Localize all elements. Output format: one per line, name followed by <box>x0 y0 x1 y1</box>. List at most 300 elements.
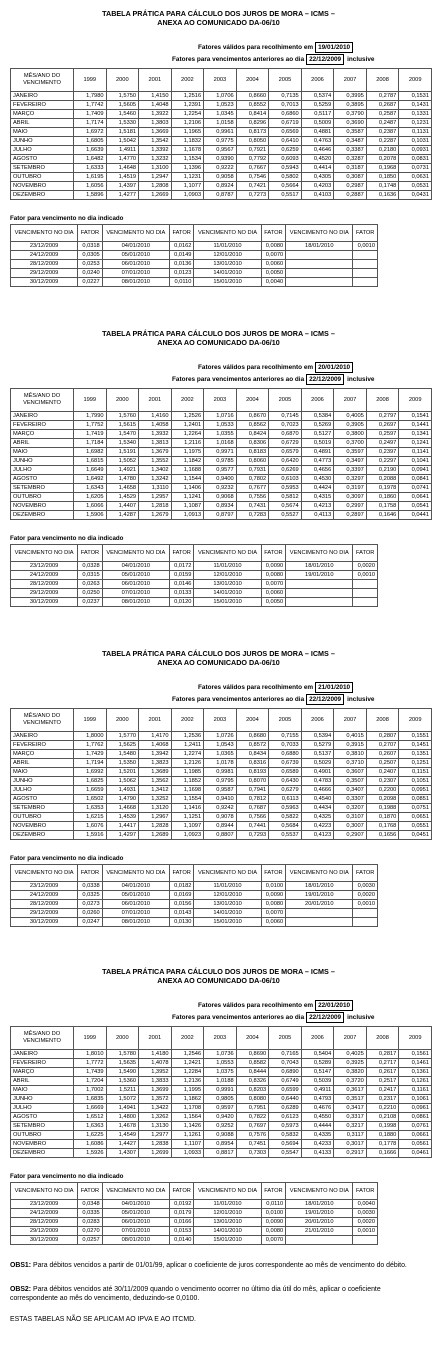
value-cell: 0,4223 <box>301 822 334 831</box>
header-year: 2002 <box>171 709 204 732</box>
value-cell: 1,2274 <box>171 750 204 759</box>
table-row <box>11 813 432 822</box>
value-cell: 0,1551 <box>399 732 432 741</box>
prev-date-line <box>172 374 374 385</box>
month-cell: OUTUBRO <box>11 493 74 502</box>
section-subtitle: ANEXA AO COMUNICADO DA-06/10 <box>157 18 280 27</box>
table-row <box>11 1104 432 1113</box>
prev-label: Fatores para vencimentos anteriores ao dia <box>172 376 305 383</box>
value-cell: 1,7409 <box>74 110 107 119</box>
value-cell: 0,9981 <box>204 768 237 777</box>
value-cell: 1,5470 <box>106 430 139 439</box>
value-cell: 1,5490 <box>106 1068 139 1077</box>
date-cell: 23/12/2009 <box>11 1200 78 1209</box>
date-cell: 08/01/2010 <box>102 1236 169 1245</box>
value-cell: 1,1261 <box>171 1131 204 1140</box>
value-cell: 1,6225 <box>74 1131 107 1140</box>
month-cell: MARÇO <box>11 750 74 759</box>
value-cell: 0,1231 <box>399 119 432 128</box>
value-cell: 1,6482 <box>74 155 107 164</box>
fator-header-row <box>11 1183 378 1200</box>
fator-cell: 0,0010 <box>353 1227 378 1236</box>
value-cell: 1,3833 <box>139 1077 172 1086</box>
value-cell: 1,2546 <box>171 1050 204 1059</box>
fator-cell: 0,0110 <box>261 1200 286 1209</box>
value-cell: 1,4287 <box>106 511 139 520</box>
value-cell: 0,5269 <box>301 421 334 430</box>
fator-header-row <box>11 545 378 562</box>
header-vencimento: VENCIMENTO NO DIA <box>194 225 261 242</box>
table-row <box>11 155 432 164</box>
section-title: TABELA PRÁTICA PARA CÁLCULO DOS JUROS DE MORA – ICMS – <box>102 649 335 658</box>
header-vencimento: VENCIMENTO NO DIA <box>11 225 78 242</box>
fator-row <box>11 900 378 909</box>
value-cell: 1,1251 <box>171 813 204 822</box>
value-cell: 0,7697 <box>236 1122 269 1131</box>
value-cell: 0,0851 <box>399 795 432 804</box>
value-cell: 1,2126 <box>171 759 204 768</box>
table-row <box>11 1122 432 1131</box>
value-cell: 1,5201 <box>106 768 139 777</box>
value-cell: 1,2136 <box>171 1077 204 1086</box>
value-cell: 0,1031 <box>399 137 432 146</box>
date-cell: 14/01/2010 <box>194 909 261 918</box>
value-cell: 1,2669 <box>139 191 172 200</box>
month-cell: JULHO <box>11 786 74 795</box>
value-cell: 0,3720 <box>334 1077 367 1086</box>
value-cell: 0,4763 <box>301 137 334 146</box>
value-cell: 1,7980 <box>74 92 107 101</box>
value-cell: 1,3942 <box>139 750 172 759</box>
value-cell: 1,5191 <box>106 448 139 457</box>
fator-cell: 0,0090 <box>261 891 286 900</box>
table-section <box>0 650 437 950</box>
table-row <box>11 759 432 768</box>
value-cell: 0,2108 <box>366 1113 399 1122</box>
fator-header-row <box>11 225 378 242</box>
value-cell: 0,9961 <box>204 128 237 137</box>
table-row <box>11 1068 432 1077</box>
value-cell: 1,6825 <box>74 777 107 786</box>
fator-cell: 0,0257 <box>78 1236 103 1245</box>
table-header-row <box>11 69 432 92</box>
value-cell: 1,6195 <box>74 173 107 182</box>
fator-cell: 0,0149 <box>169 251 194 260</box>
date-cell: 28/12/2009 <box>11 900 78 909</box>
value-cell: 0,4113 <box>301 511 334 520</box>
value-cell: 0,1988 <box>366 804 399 813</box>
value-cell: 0,2088 <box>366 475 399 484</box>
value-cell: 1,6353 <box>74 804 107 813</box>
date-cell: 18/01/2010 <box>286 562 353 571</box>
value-cell: 0,5517 <box>269 191 302 200</box>
table-row <box>11 146 432 155</box>
value-cell: 0,5832 <box>269 1131 302 1140</box>
value-cell: 0,8326 <box>236 1077 269 1086</box>
fator-cell: 0,0030 <box>353 1209 378 1218</box>
header-year: 2001 <box>139 709 172 732</box>
value-cell: 0,0761 <box>399 1122 432 1131</box>
value-cell: 0,3417 <box>334 1104 367 1113</box>
value-cell: 0,7812 <box>236 795 269 804</box>
value-cell: 0,9577 <box>204 466 237 475</box>
value-cell: 0,7155 <box>269 732 302 741</box>
value-cell: 0,9390 <box>204 155 237 164</box>
date-cell: 13/01/2010 <box>194 580 261 589</box>
value-cell: 0,8080 <box>236 1095 269 1104</box>
date-cell: 04/01/2010 <box>102 562 169 571</box>
value-cell: 1,3392 <box>139 146 172 155</box>
value-cell: 0,8670 <box>236 412 269 421</box>
table-row <box>11 439 432 448</box>
value-cell: 1,4519 <box>106 173 139 182</box>
value-cell: 1,1544 <box>171 475 204 484</box>
value-cell: 0,1850 <box>366 173 399 182</box>
date-cell: 24/12/2009 <box>11 571 78 580</box>
value-cell: 0,3007 <box>334 822 367 831</box>
fator-cell: 0,0100 <box>261 1209 286 1218</box>
value-cell: 0,4881 <box>301 128 334 137</box>
value-cell: 0,2807 <box>366 732 399 741</box>
fator-table <box>10 544 378 607</box>
header-year: 2003 <box>204 389 237 412</box>
header-year: 2009 <box>399 709 432 732</box>
value-cell: 0,8817 <box>204 1149 237 1158</box>
value-cell: 0,7921 <box>236 146 269 155</box>
table-row <box>11 101 432 110</box>
value-cell: 1,4539 <box>106 813 139 822</box>
value-cell: 0,6729 <box>269 439 302 448</box>
header-year: 2000 <box>106 1027 139 1050</box>
value-cell: 1,0355 <box>204 430 237 439</box>
header-year: 2008 <box>366 69 399 92</box>
value-cell: 0,8944 <box>204 822 237 831</box>
fator-cell: 0,0136 <box>169 260 194 269</box>
value-cell: 0,2200 <box>366 786 399 795</box>
value-cell: 0,4203 <box>301 182 334 191</box>
value-cell: 0,0431 <box>399 191 432 200</box>
value-cell: 0,3397 <box>334 466 367 475</box>
value-cell: 0,3895 <box>334 101 367 110</box>
month-cell: MARÇO <box>11 430 74 439</box>
table-row <box>11 1059 432 1068</box>
value-cell: 0,5537 <box>269 831 302 840</box>
date-cell: 05/01/2010 <box>102 251 169 260</box>
table-row <box>11 119 432 128</box>
fator-cell: 0,0050 <box>261 269 286 278</box>
value-cell: 0,5812 <box>269 493 302 502</box>
header-year: 2001 <box>139 1027 172 1050</box>
value-cell: 0,7043 <box>269 1059 302 1068</box>
date-cell: 30/12/2009 <box>11 598 78 607</box>
value-cell: 1,5211 <box>106 1086 139 1095</box>
obs2-label: OBS2: <box>10 1286 32 1293</box>
value-cell: 1,1087 <box>171 502 204 511</box>
date-cell: 15/01/2010 <box>194 918 261 927</box>
fator-header-row <box>11 865 378 882</box>
value-cell: 0,8582 <box>236 1059 269 1068</box>
value-cell: 1,4417 <box>106 822 139 831</box>
value-cell: 0,7687 <box>236 804 269 813</box>
value-cell: 1,5460 <box>106 110 139 119</box>
date-cell: 05/01/2010 <box>102 571 169 580</box>
value-cell: 0,1646 <box>366 511 399 520</box>
value-cell: 1,5330 <box>106 119 139 128</box>
value-cell: 0,2617 <box>366 1068 399 1077</box>
value-cell: 0,4901 <box>301 768 334 777</box>
value-cell: 1,6669 <box>74 1104 107 1113</box>
header-vencimento: VENCIMENTO NO DIA <box>286 1183 353 1200</box>
table-row <box>11 1077 432 1086</box>
value-cell: 0,7135 <box>269 92 302 101</box>
fator-cell: 0,0010 <box>353 242 378 251</box>
date-cell: 07/01/2010 <box>102 589 169 598</box>
value-cell: 0,5943 <box>269 164 302 173</box>
fator-row <box>11 251 378 260</box>
fator-cell: 0,0166 <box>169 1218 194 1227</box>
value-cell: 0,3317 <box>334 1113 367 1122</box>
value-cell: 1,7184 <box>74 439 107 448</box>
header-vencimento: VENCIMENTO NO DIA <box>11 865 78 882</box>
table-row <box>11 1140 432 1149</box>
value-cell: 0,8060 <box>236 457 269 466</box>
table-row <box>11 502 432 511</box>
value-cell: 0,7293 <box>236 831 269 840</box>
fator-cell: 0,0156 <box>169 900 194 909</box>
value-cell: 1,1995 <box>171 1086 204 1095</box>
value-cell: 1,3669 <box>139 128 172 137</box>
header-fator: FATOR <box>78 545 103 562</box>
header-vencimento: VENCIMENTO NO DIA <box>194 545 261 562</box>
fator-cell: 0,0162 <box>169 242 194 251</box>
fator-cell: 0,0253 <box>78 260 103 269</box>
month-cell: MAIO <box>11 768 74 777</box>
value-cell: 0,1541 <box>399 412 432 421</box>
value-cell: 1,0716 <box>204 412 237 421</box>
date-cell: 07/01/2010 <box>102 269 169 278</box>
value-cell: 0,8070 <box>236 777 269 786</box>
value-cell: 0,3207 <box>334 804 367 813</box>
table-row <box>11 768 432 777</box>
value-cell: 0,1041 <box>399 457 432 466</box>
value-cell: 0,1141 <box>399 448 432 457</box>
fator-cell: 0,0070 <box>261 909 286 918</box>
juros-table <box>10 708 432 840</box>
table-header-row <box>11 389 432 412</box>
fator-cell: 0,0123 <box>169 269 194 278</box>
value-cell: 0,1131 <box>399 128 432 137</box>
section-subtitle: ANEXA AO COMUNICADO DA-06/10 <box>157 976 280 985</box>
value-cell: 0,1361 <box>399 1068 432 1077</box>
prev-label: Fatores para vencimentos anteriores ao dia <box>172 696 305 703</box>
value-cell: 1,0188 <box>204 1077 237 1086</box>
value-cell: 1,7772 <box>74 1059 107 1068</box>
value-cell: 0,3187 <box>334 164 367 173</box>
table-row <box>11 741 432 750</box>
value-cell: 1,1241 <box>171 493 204 502</box>
fator-cell: 0,0159 <box>169 571 194 580</box>
value-cell: 1,3110 <box>139 484 172 493</box>
month-cell: ABRIL <box>11 439 74 448</box>
value-cell: 0,5547 <box>269 1149 302 1158</box>
value-cell: 0,5029 <box>301 759 334 768</box>
value-cell: 0,3197 <box>334 484 367 493</box>
value-cell: 0,2307 <box>366 777 399 786</box>
date-cell: 06/01/2010 <box>102 260 169 269</box>
month-cell: AGOSTO <box>11 155 74 164</box>
value-cell: 0,0741 <box>399 484 432 493</box>
value-cell: 1,8000 <box>74 732 107 741</box>
header-year: 2001 <box>139 389 172 412</box>
fator-cell: 0,0318 <box>78 242 103 251</box>
value-cell: 0,3017 <box>334 1140 367 1149</box>
value-cell: 1,2284 <box>171 1068 204 1077</box>
value-cell: 0,4015 <box>334 732 367 741</box>
fator-label: Fator para vencimento no dia indicado <box>10 535 124 542</box>
value-cell: 0,8660 <box>236 92 269 101</box>
date-cell <box>286 260 353 269</box>
date-cell: 14/01/2010 <box>194 269 261 278</box>
header-year: 2002 <box>171 1027 204 1050</box>
value-cell: 0,6739 <box>269 759 302 768</box>
value-cell: 0,0451 <box>399 831 432 840</box>
value-cell: 1,4800 <box>106 1113 139 1122</box>
fator-row <box>11 580 378 589</box>
value-cell: 1,5052 <box>106 457 139 466</box>
value-cell: 0,6719 <box>269 119 302 128</box>
month-cell: MARÇO <box>11 110 74 119</box>
value-cell: 0,9088 <box>204 1131 237 1140</box>
value-cell: 0,9252 <box>204 1122 237 1131</box>
valid-date: 19/01/2010 <box>315 42 353 53</box>
date-cell: 06/01/2010 <box>102 900 169 909</box>
date-cell: 20/01/2010 <box>286 900 353 909</box>
value-cell: 0,2397 <box>366 448 399 457</box>
prev-date: 22/12/2009 <box>306 374 344 385</box>
value-cell: 1,5042 <box>106 137 139 146</box>
month-cell: SETEMBRO <box>11 804 74 813</box>
value-cell: 1,2401 <box>171 421 204 430</box>
table-row <box>11 777 432 786</box>
fator-cell: 0,0143 <box>169 909 194 918</box>
value-cell: 0,7013 <box>269 101 302 110</box>
value-cell: 1,4048 <box>139 101 172 110</box>
value-cell: 1,1965 <box>171 128 204 137</box>
date-cell: 08/01/2010 <box>102 598 169 607</box>
value-cell: 0,7303 <box>236 1149 269 1158</box>
value-cell: 0,9420 <box>204 1113 237 1122</box>
value-cell: 0,6279 <box>269 786 302 795</box>
value-cell: 0,7431 <box>236 502 269 511</box>
prev-date-line <box>172 1012 374 1023</box>
value-cell: 0,6599 <box>269 1086 302 1095</box>
value-cell: 1,5906 <box>74 511 107 520</box>
date-cell: 15/01/2010 <box>194 278 261 287</box>
valid-date-line <box>198 682 353 693</box>
value-cell: 0,3117 <box>334 1131 367 1140</box>
value-cell: 1,4549 <box>106 1131 139 1140</box>
header-vencimento: VENCIMENTO NO DIA <box>102 545 169 562</box>
value-cell: 0,5019 <box>301 439 334 448</box>
fator-row <box>11 1200 378 1209</box>
header-year: 2008 <box>366 389 399 412</box>
value-cell: 0,9410 <box>204 795 237 804</box>
value-cell: 1,3242 <box>139 475 172 484</box>
header-fator: FATOR <box>353 1183 378 1200</box>
value-cell: 0,5963 <box>269 804 302 813</box>
value-cell: 1,3679 <box>139 448 172 457</box>
value-cell: 0,2098 <box>366 795 399 804</box>
fator-row <box>11 562 378 571</box>
value-cell: 1,2977 <box>139 1131 172 1140</box>
obs2-text: Para débitos vencidos até 30/11/2009 quando o vencimento ocorrer no último dia útil do mês, aplicar o coeficiente correspondente ao mês do vencimento, deduzindo-se 0,0100. <box>10 1286 381 1302</box>
value-cell: 0,4103 <box>301 191 334 200</box>
date-cell: 08/01/2010 <box>102 278 169 287</box>
value-cell: 0,5694 <box>269 1140 302 1149</box>
month-cell: SETEMBRO <box>11 484 74 493</box>
date-cell: 04/01/2010 <box>102 242 169 251</box>
month-cell: JANEIRO <box>11 412 74 421</box>
value-cell: 1,6492 <box>74 475 107 484</box>
value-cell: 0,7576 <box>236 1131 269 1140</box>
month-cell: JULHO <box>11 1104 74 1113</box>
header-year: 2009 <box>399 389 432 412</box>
value-cell: 0,9587 <box>204 786 237 795</box>
header-fator: FATOR <box>78 1183 103 1200</box>
section-subtitle: ANEXA AO COMUNICADO DA-06/10 <box>157 338 280 347</box>
value-cell: 1,3422 <box>139 1104 172 1113</box>
fator-cell: 0,0080 <box>261 1227 286 1236</box>
month-cell: ABRIL <box>11 119 74 128</box>
value-cell: 1,5926 <box>74 1149 107 1158</box>
value-cell: 1,1554 <box>171 795 204 804</box>
value-cell: 0,2210 <box>366 1104 399 1113</box>
value-cell: 0,9400 <box>204 475 237 484</box>
value-cell: 1,1985 <box>171 768 204 777</box>
header-mes: MÊS/ANO DO VENCIMENTO <box>11 709 74 732</box>
value-cell: 1,5181 <box>106 128 139 137</box>
fator-cell <box>353 580 378 589</box>
header-year: 2004 <box>236 1027 269 1050</box>
value-cell: 1,1077 <box>171 182 204 191</box>
value-cell: 0,5674 <box>269 502 302 511</box>
fator-cell <box>353 589 378 598</box>
value-cell: 1,6992 <box>74 768 107 777</box>
value-cell: 0,1441 <box>399 421 432 430</box>
fator-cell: 0,0338 <box>78 882 103 891</box>
value-cell: 1,6076 <box>74 822 107 831</box>
value-cell: 1,1688 <box>171 466 204 475</box>
table-row <box>11 457 432 466</box>
value-cell: 0,5394 <box>301 732 334 741</box>
header-year: 2007 <box>334 1027 367 1050</box>
header-year: 1999 <box>74 69 107 92</box>
value-cell: 0,3487 <box>334 137 367 146</box>
value-cell: 0,3790 <box>334 110 367 119</box>
header-year: 2005 <box>269 1027 302 1050</box>
value-cell: 1,2828 <box>139 822 172 831</box>
value-cell: 0,0951 <box>399 786 432 795</box>
value-cell: 0,8690 <box>236 1050 269 1059</box>
value-cell: 0,1778 <box>366 1140 399 1149</box>
obs1 <box>10 1262 430 1271</box>
fator-cell: 0,0010 <box>353 900 378 909</box>
value-cell: 0,0931 <box>399 146 432 155</box>
value-cell: 0,7421 <box>236 182 269 191</box>
table-row <box>11 421 432 430</box>
fator-cell: 0,0140 <box>169 1236 194 1245</box>
value-cell: 0,7451 <box>236 1140 269 1149</box>
